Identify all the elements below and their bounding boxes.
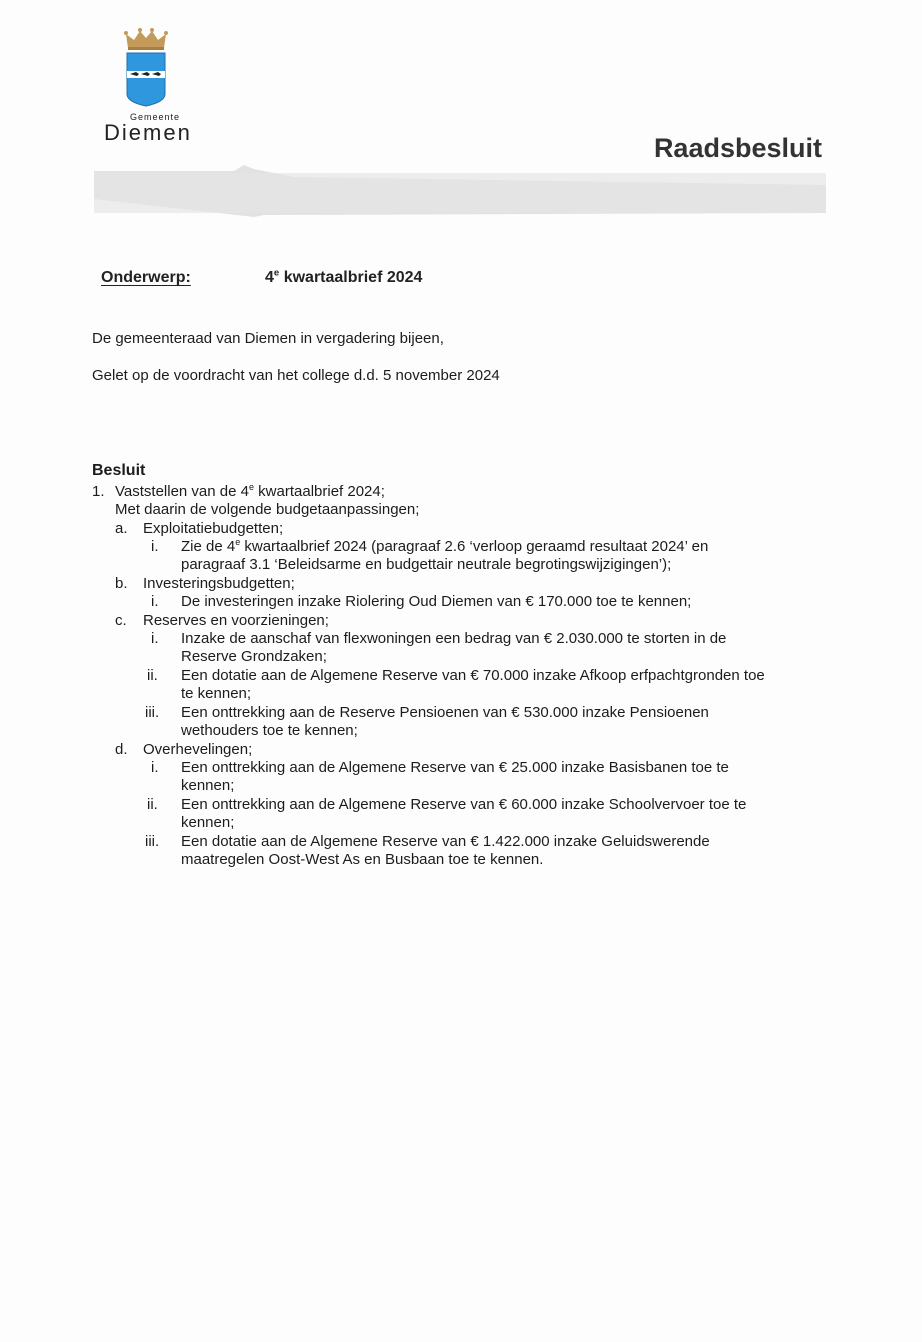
sublist-item: Reserves en voorzieningen; bbox=[143, 612, 329, 629]
sublist-line: Een dotatie aan de Algemene Reserve van € 70.000 inzake Afkoop erfpachtgronden toe bbox=[181, 667, 765, 684]
sublist-line: kennen; bbox=[181, 777, 235, 794]
subject-value: 4e kwartaalbrief 2024 bbox=[265, 267, 423, 286]
intro-line: Gelet op de voordracht van het college d.d. 5 november 2024 bbox=[92, 367, 500, 384]
list-marker: i. bbox=[151, 538, 159, 555]
municipality-logo bbox=[100, 28, 200, 145]
sublist-item: Overhevelingen; bbox=[143, 741, 253, 758]
sublist-item: Investeringsbudgetten; bbox=[143, 575, 295, 592]
list-marker: ii. bbox=[147, 667, 158, 684]
list-marker: d. bbox=[115, 741, 128, 758]
sublist-line: Reserve Grondzaken; bbox=[181, 648, 327, 665]
sublist-item: Exploitatiebudgetten; bbox=[143, 520, 284, 537]
sublist-line: paragraaf 3.1 ‘Beleidsarme en budgettair neutrale begrotingswijzigingen’); bbox=[181, 556, 672, 573]
list-marker: 1. bbox=[92, 483, 105, 500]
sublist-line: Een onttrekking aan de Reserve Pensioenen van € 530.000 inzake Pensioenen bbox=[181, 704, 709, 721]
list-item-subtext: Met daarin de volgende budgetaanpassingen; bbox=[115, 501, 420, 518]
list-marker: iii. bbox=[145, 833, 160, 850]
list-marker: ii. bbox=[147, 796, 158, 813]
list-marker: c. bbox=[115, 612, 127, 629]
header-band bbox=[94, 163, 826, 219]
logo-small-text: Gemeente bbox=[130, 112, 181, 122]
sublist-line: Inzake de aanschaf van flexwoningen een bedrag van € 2.030.000 te storten in de bbox=[181, 630, 727, 647]
list-marker: i. bbox=[151, 759, 159, 776]
logo-name: Diemen bbox=[104, 120, 192, 145]
sublist-line: Een dotatie aan de Algemene Reserve van € 1.422.000 inzake Geluidswerende bbox=[181, 833, 710, 850]
sublist-line: Een onttrekking aan de Algemene Reserve van € 60.000 inzake Schoolvervoer toe te bbox=[181, 796, 747, 813]
document-title: Raadsbesluit bbox=[653, 133, 822, 163]
sublist-line: te kennen; bbox=[181, 685, 252, 702]
decision-heading: Besluit bbox=[92, 462, 146, 479]
list-marker: iii. bbox=[145, 704, 160, 721]
list-marker: i. bbox=[151, 593, 159, 610]
list-marker: i. bbox=[151, 630, 159, 647]
sublist-line: Een onttrekking aan de Algemene Reserve van € 25.000 inzake Basisbanen toe te bbox=[181, 759, 729, 776]
coat-of-arms-icon bbox=[124, 28, 168, 108]
list-marker: b. bbox=[115, 575, 128, 592]
sublist-line: Zie de 4e kwartaalbrief 2024 (paragraaf 2.6 ‘verloop geraamd resultaat 2024’ en bbox=[181, 537, 709, 555]
list-marker: a. bbox=[115, 520, 128, 537]
sublist-line: wethouders toe te kennen; bbox=[181, 722, 358, 739]
subject-label: Onderwerp: bbox=[101, 269, 191, 286]
sublist-line: maatregelen Oost-West As en Busbaan toe te kennen. bbox=[181, 851, 544, 868]
list-item: Vaststellen van de 4e kwartaalbrief 2024; bbox=[115, 482, 385, 500]
intro-line: De gemeenteraad van Diemen in vergadering bijeen, bbox=[92, 330, 444, 347]
sublist-line: kennen; bbox=[181, 814, 235, 831]
sublist-line: De investeringen inzake Riolering Oud Diemen van € 170.000 toe te kennen; bbox=[181, 593, 692, 610]
